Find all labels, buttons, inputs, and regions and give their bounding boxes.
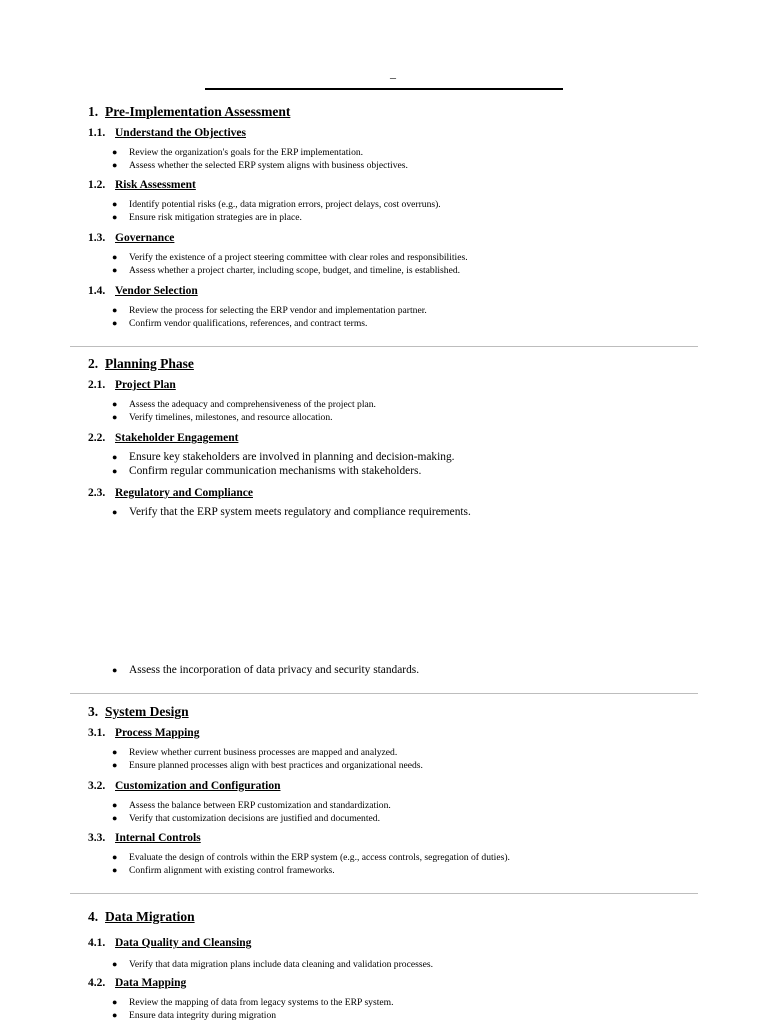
bullet-icon: ● — [112, 318, 118, 328]
list-item: ● Evaluate the design of controls within the ERP system (e.g., access controls, segregation of duties). — [112, 852, 510, 863]
list-item: ● Assess the adequacy and comprehensiveness of the project plan. — [112, 399, 376, 410]
list-item: ● Review the process for selecting the ERP vendor and implementation partner. — [112, 305, 427, 316]
bullet-icon: ● — [112, 452, 118, 462]
bullet-icon: ● — [112, 199, 118, 209]
section-number: 1. — [88, 104, 99, 119]
list-item: ● Ensure risk mitigation strategies are in place. — [112, 212, 302, 223]
subsection-title: Understand the Objectives — [115, 127, 246, 139]
subsection-number: 2.3. — [88, 487, 106, 499]
bullet-icon: ● — [112, 412, 118, 422]
subsection-heading — [88, 126, 246, 140]
list-item: ● Assess whether a project charter, including scope, budget, and timeline, is established. — [112, 265, 461, 276]
bullet-icon: ● — [112, 160, 118, 170]
list-item: ● Confirm regular communication mechanisms with stakeholders. — [112, 465, 422, 477]
subsection-number: 1.2. — [88, 179, 106, 191]
list-item: ● Confirm alignment with existing control frameworks. — [112, 865, 335, 876]
page-divider — [70, 346, 698, 347]
bullet-icon: ● — [112, 212, 118, 222]
subsection-title: Regulatory and Compliance — [115, 487, 253, 499]
bullet-icon: ● — [112, 959, 118, 969]
subsection-heading — [88, 284, 198, 298]
subsection-title: Vendor Selection — [115, 285, 198, 297]
subsection-heading — [88, 231, 174, 245]
section-heading — [88, 356, 194, 372]
subsection-title: Data Quality and Cleansing — [115, 937, 252, 949]
list-item: ● Identify potential risks (e.g., data migration errors, project delays, cost overruns). — [112, 199, 441, 210]
list-item: ● Review the mapping of data from legacy systems to the ERP system. — [112, 997, 394, 1008]
list-item: ● Assess whether the selected ERP system aligns with business objectives. — [112, 160, 408, 171]
subsection-number: 3.3. — [88, 832, 106, 844]
list-item: ● Verify that the ERP system meets regulatory and compliance requirements. — [112, 506, 471, 518]
bullet-icon: ● — [112, 852, 118, 862]
section-number: 2. — [88, 356, 99, 371]
subsection-heading — [88, 976, 186, 990]
page-divider — [70, 693, 698, 694]
subsection-number: 4.1. — [88, 937, 106, 949]
bullet-icon: ● — [112, 800, 118, 810]
bullet-icon: ● — [112, 147, 118, 157]
bullet-icon: ● — [112, 665, 118, 675]
bullet-icon: ● — [112, 760, 118, 770]
list-item: ● Verify the existence of a project steering committee with clear roles and responsibilities. — [112, 252, 468, 263]
subsection-heading — [88, 178, 196, 192]
page-divider — [70, 893, 698, 894]
subsection-title: Data Mapping — [115, 977, 187, 989]
list-item: ● Ensure key stakeholders are involved in planning and decision-making. — [112, 451, 455, 463]
subsection-number: 1.1. — [88, 127, 106, 139]
bullet-icon: ● — [112, 399, 118, 409]
subsection-number: 2.1. — [88, 379, 106, 391]
subsection-title: Risk Assessment — [115, 179, 196, 191]
list-item: ● Ensure data integrity during migration — [112, 1010, 277, 1021]
subsection-number: 2.2. — [88, 432, 106, 444]
subsection-number: 3.2. — [88, 780, 106, 792]
subsection-heading — [88, 936, 251, 950]
section-heading — [88, 104, 290, 120]
list-item: ● Verify that data migration plans include data cleaning and validation processes. — [112, 959, 433, 970]
section-number: 3. — [88, 704, 99, 719]
list-item: ● Assess the incorporation of data privacy and security standards. — [112, 664, 420, 676]
list-item: ● Confirm vendor qualifications, references, and contract terms. — [112, 318, 368, 329]
subsection-number: 4.2. — [88, 977, 106, 989]
section-title: System Design — [105, 704, 189, 719]
subsection-title: Stakeholder Engagement — [115, 432, 239, 444]
subsection-heading — [88, 431, 238, 445]
bullet-icon: ● — [112, 997, 118, 1007]
bullet-icon: ● — [112, 747, 118, 757]
list-item: ● Verify that customization decisions are justified and documented. — [112, 813, 380, 824]
bullet-icon: ● — [112, 466, 118, 476]
subsection-heading — [88, 486, 253, 500]
list-item: ● Review the organization's goals for the ERP implementation. — [112, 147, 364, 158]
title-mark: – — [390, 70, 396, 84]
section-heading — [88, 909, 195, 925]
subsection-number: 1.3. — [88, 232, 106, 244]
subsection-title: Governance — [115, 232, 175, 244]
subsection-heading — [88, 378, 176, 392]
subsection-heading — [88, 726, 199, 740]
bullet-icon: ● — [112, 865, 118, 875]
subsection-number: 3.1. — [88, 727, 106, 739]
bullet-icon: ● — [112, 1010, 118, 1020]
list-item: ● Ensure planned processes align with best practices and organizational needs. — [112, 760, 423, 771]
bullet-icon: ● — [112, 265, 118, 275]
bullet-icon: ● — [112, 305, 118, 315]
section-title: Data Migration — [105, 909, 195, 924]
subsection-title: Internal Controls — [115, 832, 201, 844]
list-item: ● Assess the balance between ERP customization and standardization. — [112, 800, 391, 811]
title-rule — [205, 88, 563, 90]
section-number: 4. — [88, 909, 99, 924]
subsection-title: Process Mapping — [115, 727, 200, 739]
subsection-heading — [88, 779, 281, 793]
subsection-title: Customization and Configuration — [115, 780, 281, 792]
subsection-heading — [88, 831, 201, 845]
list-item: ● Review whether current business processes are mapped and analyzed. — [112, 747, 398, 758]
bullet-icon: ● — [112, 507, 118, 517]
bullet-icon: ● — [112, 813, 118, 823]
section-title: Planning Phase — [105, 356, 194, 371]
list-item: ● Verify timelines, milestones, and resource allocation. — [112, 412, 333, 423]
section-heading — [88, 704, 189, 720]
section-title: Pre-Implementation Assessment — [105, 104, 291, 119]
subsection-number: 1.4. — [88, 285, 106, 297]
subsection-title: Project Plan — [115, 379, 176, 391]
bullet-icon: ● — [112, 252, 118, 262]
